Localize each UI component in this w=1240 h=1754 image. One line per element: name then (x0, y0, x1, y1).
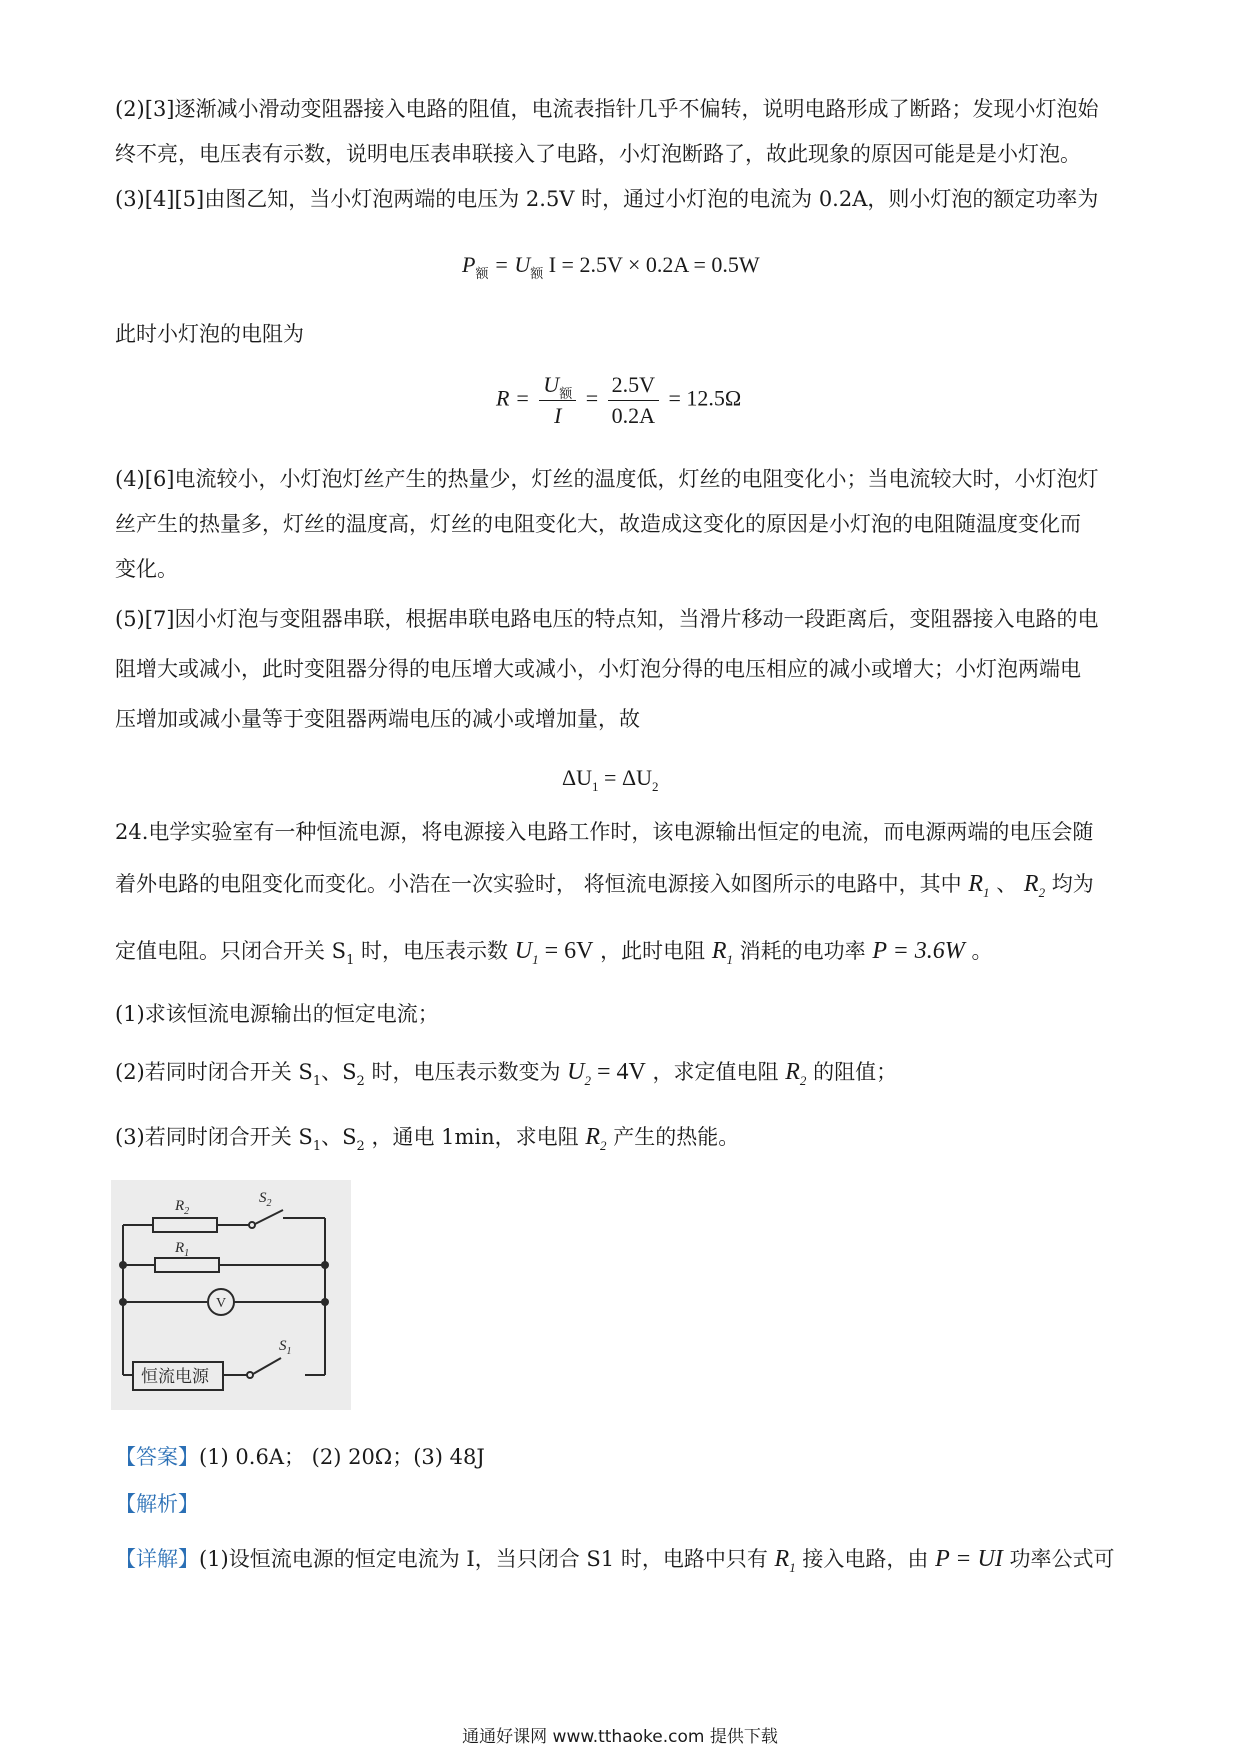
detail-label: 【详解】 (115, 1547, 199, 1571)
paragraph-line: 此时小灯泡的电阻为 (115, 322, 304, 346)
rated-power-formula: $P_额 = U_额$ I = 2.5V × 0.2A = 0.5W (462, 252, 760, 281)
analysis-label: 【解析】 (115, 1492, 199, 1516)
answer-text: (1) 0.6A； (2) 20Ω；(3) 48J (199, 1445, 485, 1469)
paragraph-line: (5)[7]因小灯泡与变阻器串联，根据串联电路电压的特点知，当滑片移动一段距离后，变阻器接入电路的电 (115, 607, 1099, 631)
analysis-line (115, 1490, 199, 1518)
switch-s2-blade (255, 1210, 283, 1224)
label-voltmeter: V (216, 1296, 227, 1311)
label-s2: $S_2$ (259, 1190, 272, 1209)
switch-s1-contact (247, 1372, 253, 1378)
question-24-line: 着外电路的电阻变化而变化。小浩在一次实验时， 将恒流电源接入如图所示的电路中，其中 $R_1$ 、 $R_2$ 均为 (115, 871, 1094, 900)
paragraph-line: 变化。 (115, 557, 178, 581)
sub-question-1: (1)求该恒流电源输出的恒定电流； (115, 1002, 439, 1026)
resistance-formula: R = $\frac{U_额}{I}$ = $\frac{2.5V}{0.2A}$ = 12.5Ω (496, 372, 742, 428)
sub-question-3: (3)若同时闭合开关 $S_1$、$S_2$ ，通电 1min，求电阻 $R_2$ 产生的热能。 (115, 1124, 740, 1154)
sub-question-2: (2)若同时闭合开关 $S_1$、$S_2$ 时，电压表示数变为 $U_2 = 4V$ ，求定值电阻 $R_2$ 的阻值； (115, 1059, 898, 1089)
label-source: 恒流电源 (141, 1367, 209, 1387)
paragraph-line: (4)[6]电流较小，小灯泡灯丝产生的热量少，灯丝的温度低，灯丝的电阻变化小；当电流较大时，小灯泡灯 (115, 467, 1099, 491)
delta-voltage-formula: $\Delta U_1 = \Delta U_2$ (562, 765, 659, 794)
question-24-line: 定值电阻。只闭合开关 $S_1$ 时，电压表示数 $U_1 = 6V$ ，此时电阻 $R_1$ 消耗的电功率 P = 3.6W 。 (115, 938, 993, 968)
question-24-line: 24.电学实验室有一种恒流电源，将电源接入电路工作时，该电源输出恒定的电流，而电源两端的电压会随 (115, 820, 1094, 844)
paragraph-line: 终不亮，电压表有示数，说明电压表串联接入了电路，小灯泡断路了，故此现象的原因可能是是小灯泡。 (115, 142, 1081, 166)
label-r1: $R_1$ (175, 1240, 190, 1259)
paragraph-line: (2)[3]逐渐减小滑动变阻器接入电路的阻值，电流表指针几乎不偏转，说明电路形成了断路；发现小灯泡始 (115, 97, 1099, 121)
page-footer: 通通好课网 www.tthaoke.com 提供下载 (462, 1727, 778, 1747)
label-s1: $S_1$ (279, 1338, 292, 1357)
answer-line (115, 1443, 485, 1471)
switch-s1-blade (253, 1358, 281, 1374)
paragraph-line: 丝产生的热量多，灯丝的温度高，灯丝的电阻变化大，故造成这变化的原因是小灯泡的电阻随温度变化而 (115, 512, 1081, 536)
paragraph-line: 阻增大或减小，此时变阻器分得的电压增大或减小，小灯泡分得的电压相应的减小或增大；小灯泡两端电 (115, 657, 1081, 681)
resistor-r2 (153, 1218, 217, 1232)
switch-s2-contact (249, 1222, 255, 1228)
resistor-r1 (155, 1258, 219, 1272)
paragraph-line: (3)[4][5]由图乙知，当小灯泡两端的电压为 2.5V 时，通过小灯泡的电流为 0.2A，则小灯泡的额定功率为 (115, 187, 1099, 211)
answer-label: 【答案】 (115, 1445, 199, 1469)
circuit-svg (111, 1180, 351, 1410)
detail-line: 【详解】(1)设恒流电源的恒定电流为 I，当只闭合 S1 时，电路中只有 $R_1$ 接入电路，由 P = UI 功率公式可 (115, 1546, 1115, 1575)
circuit-diagram (111, 1180, 351, 1410)
paragraph-line: 压增加或减小量等于变阻器两端电压的减小或增加量，故 (115, 707, 640, 731)
label-r2: $R_2$ (175, 1198, 190, 1217)
